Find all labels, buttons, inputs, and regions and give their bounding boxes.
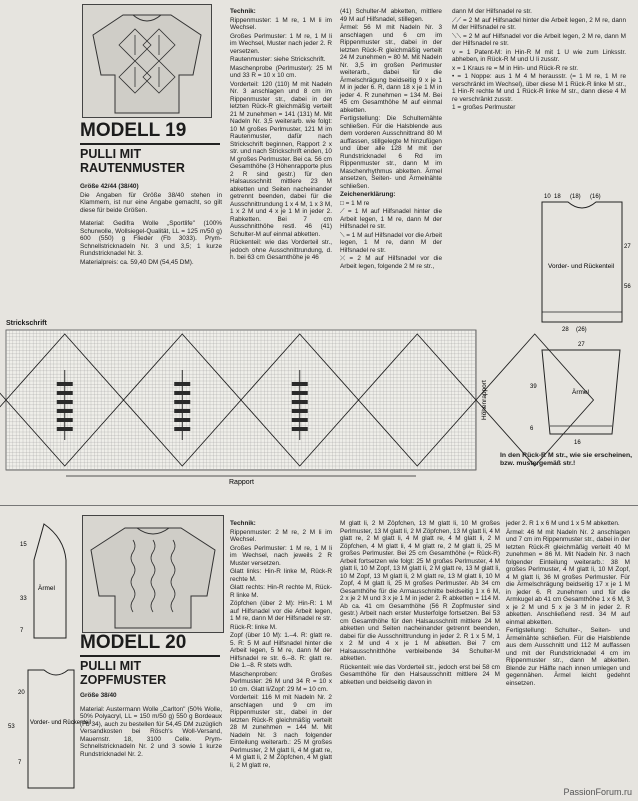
dim: 10 — [544, 194, 551, 200]
dim: 7 — [20, 628, 24, 634]
legend-item: dann M der Hilfsnadel re str. — [452, 8, 532, 15]
model19-col3 — [340, 8, 442, 271]
chart-label: Strickschrift — [6, 320, 47, 327]
text-para: Technik: — [230, 520, 256, 527]
dim: 28 — [562, 327, 569, 333]
text-para: Rippenmuster: 2 M re, 2 M li im Wechsel. — [230, 528, 332, 543]
legend-text: = 1 M auf Hilfsnadel hinter die Arbeit legen, 1 M re, dann M der Hilfsnadel re str. — [340, 208, 442, 230]
model19-size-note: Die Angaben für Größe 38/40 stehen in Klammern, ist nur eine Angabe gemacht, so gilt diese für beide Größen. — [80, 191, 222, 214]
bobble-row — [174, 418, 190, 422]
text-para: Vorderteil: 120 (110) M mit Nadeln Nr. 3 anschlagen und 8 cm im Rippenmuster str., dabei in der letzten Rück-R gleichmäßig verteilt 21 M zunehmen = 141 (131) M. Mit Nadeln Nr. 3,5 weiterarb. wie folgt: 10 M großes Perlmuster, 121 M im Rautenmuster, dafür nach Strickschrift beginnen, Rapport 2 x str. und nach Strickschrift enden, 10 M großes Perlmuster. Bei ca. 56 cm Gesamthöhe (3 Höhenrapporte plus 2 R sind gestr.) für den Halsausschnitt mittlere 23 M abketten und Seiten nacheinander getrennt beenden, dabei für die Ausschnittrundung 1 x 4 M, 1 x 3 M, 1 x 2 M und 4 x je 1 M in jeder 2. Rabketten. Bei 7 cm Ausschnitthöhe restl. 46 (41) Schulter-M auf einmal abketten. — [230, 80, 332, 238]
text-para: Glatt rechts: Hin-R rechte M, Rück-R linke M. — [230, 584, 332, 599]
model20-material: Material: Austermann Wolle „Carlton" (50% Wolle, 50% Polyacryl, LL = 150 m/50 g) 550 g Bordeaux (Fb 34), auch zu bestellen für 54,45 DM zuzüglich Versandkosten bei Rösch's Woll-Versand, Mauernstr. 18, 3100 Celle. Prym-Schnellstricknadeln Nr. 2 und 3 sowie 1 kurze Rundstricknadel Nr. 2. — [80, 705, 222, 758]
legend-item: • = 1 Noppe: aus 1 M 4 M herausstr. (= 1 M re, 1 M re verschränkt im Wechsel), über diese M 1 Rück-R linke M str., 1 Hin-R rechte M und 1 Rück-R linke M str., dann diese 4 M re verschränkt zusstr. — [452, 73, 626, 103]
bobble-row — [57, 418, 73, 422]
bobble-row — [57, 391, 73, 395]
dim: (26) — [576, 327, 587, 333]
text-para: Rautenmuster: siehe Strickschrift. — [230, 56, 326, 63]
legend-item — [452, 17, 626, 32]
bobble-row — [174, 409, 190, 413]
text-para: Maschenprobe (Perlmuster): 25 M und 33 R = 10 x 10 cm. — [230, 64, 332, 79]
model19-schema-sleeve — [528, 338, 632, 450]
legend-item — [340, 232, 442, 255]
legend-item: x = 1 Kraus re = M in Hin- und Rück-R re str. — [452, 64, 579, 72]
text-para: Großes Perlmuster: 1 M re, 1 M li im Wechsel, Muster nach jeder 2. R versetzen. — [230, 32, 332, 55]
dim: 27 — [578, 342, 585, 348]
bobble-row — [174, 427, 190, 431]
model20-col1 — [80, 692, 222, 759]
dim: 27 — [624, 244, 631, 250]
schema-label: Ärmel — [572, 389, 589, 396]
model20-schema-sleeve — [4, 520, 74, 650]
text-para: Rückenteil: wie das Vorderteil str., jedoch erst bei 58 cm Gesamthöhe für den Halsausschnitt mittlere 24 M abketten und beidseitig davon in — [340, 663, 500, 686]
model20-rule — [80, 655, 220, 657]
model19-number: MODELL 19 — [80, 120, 187, 141]
model19-size: Größe 42/44 (38/40) — [80, 183, 139, 190]
bobble-row — [57, 409, 73, 413]
diamond-motif — [0, 334, 6, 466]
legend-item — [340, 255, 442, 270]
dim: 56 — [624, 284, 631, 290]
model19-col4 — [452, 8, 626, 113]
knitting-chart — [6, 330, 490, 490]
legend-item — [340, 208, 442, 231]
text-para: Rippenmuster: 1 M re, 1 M li im Wechsel. — [230, 16, 332, 31]
text-para: Technik: — [230, 8, 256, 15]
legend-item — [452, 33, 626, 48]
text-para: Zöpfchen (über 2 M): Hin-R: 1 M auf Hilfsnadel vor die Arbeit legen, 1 M re, dann M der Hilfsnadel re str. — [230, 600, 332, 622]
legend-text: = 1 M auf Hilfsnadel vor die Arbeit legen, 1 M re, dann M der Hilfsnadel re str. — [340, 231, 442, 254]
legend-title: Zeichenerklärung: — [340, 191, 396, 198]
dim: 39 — [530, 384, 537, 390]
legend-item: v = 1 Patent-M: in Hin-R M mit 1 U wie zum Linksstr. abheben, in Rück-R M und U li zusstr. — [452, 48, 626, 63]
legend-item: □ = 1 M re — [340, 199, 370, 207]
bobble-row — [292, 391, 308, 395]
model19-photo — [82, 4, 212, 118]
schema-label: Ärmel — [38, 585, 55, 592]
text-para: (41) Schulter-M abketten, mittlere 49 M auf Hilfsnadel, stillegen. — [340, 8, 442, 23]
model20-col3 — [340, 520, 500, 687]
text-para: Ärmel: 56 M mit Nadeln Nr. 3 anschlagen und 6 cm im Rippenmuster str., dabei in der letzten Rück-R gleichmäßig verteilt 24 M zunehmen = 80 M. Mit Nadeln Nr. 3,5 im großen Perlmuster weiterarb., dabei für die Ärmelschrägung beidseitig 9 x je 1 M in jeder 6. R, dann 18 x je 1 M in jeder 4. R zunehmen = 134 M. Bei 45 cm Gesamthöhe M auf einmal abketten. — [340, 24, 442, 114]
text-para: Ärmel: 46 M mit Nadeln Nr. 2 anschlagen und 7 cm im Rippenmuster str., dabei in der letzten Rück-R gleichmäßig verteilt 40 M zunehmen = 86 M. Mit Nadeln Nr. 3 nach folgender Einteilung weiterarb.: 38 M großes Perlmuster, 4 M glatt li, 10 M Zopf, 4 M glatt li, 36 M großes Perlmuster. Für die Ärmelschrägung beidseitig 17 x je 1 M in jeder 6. R zunehmen und für die Armkugel ab 41 cm Gesamthöhe 1 x 6 M, 3 x je 2 M und 5 x je 3 M in jeder 2. R abketten. Anschließend restl. 34 M auf einmal abketten. — [506, 528, 630, 626]
bobble-row — [57, 382, 73, 386]
schema-label: Vorder- und Rückenteil — [548, 263, 615, 270]
legend-item: 1 = großes Perlmuster — [452, 104, 516, 111]
model20-title: PULLI MIT ZOPFMUSTER — [80, 659, 167, 687]
bobble-row — [292, 418, 308, 422]
dim: (16) — [590, 194, 601, 200]
hoehenrapport-label: Höhenrapport — [481, 380, 488, 420]
bobble-row — [292, 427, 308, 431]
cable-right-icon: ⟋ — [340, 208, 345, 215]
model19-material: Material: Gedifra Wolle „Sportlife" (100% Schurwolle, Wollsiegel-Qualität, LL = 125 m/50 g) 600 (550) g Flieder (Fb 3033). Prym-Schnellstricknadeln Nr. 3 und 3,5; 1 kurze Rundstricknadel Nr. 3. — [80, 220, 222, 257]
dim: 16 — [574, 440, 581, 446]
bobble-row — [57, 427, 73, 431]
dim: 33 — [20, 596, 27, 602]
model19-schema-body — [528, 188, 632, 336]
bobble-row — [57, 400, 73, 404]
dim: 15 — [20, 542, 27, 548]
cable-cross-icon: ⤫ — [340, 255, 346, 262]
bobble-row — [174, 382, 190, 386]
sweater-cable-illustration — [83, 516, 223, 632]
model19-col1 — [80, 183, 222, 267]
text-para: Glatt links: Hin-R linke M, Rück-R rechte M. — [230, 568, 332, 583]
text-para: Maschenproben: Großes Perlmuster: 26 M und 34 R = 10 x 10 cm. Glatt li/Zopf: 29 M = 10 cm. — [230, 670, 332, 693]
dim: 18 — [554, 194, 561, 200]
model19-col2 — [230, 8, 332, 263]
schema-label: Vorder- und Rückenteil — [30, 720, 92, 726]
dim: 53 — [8, 724, 15, 730]
model20-schema-body — [4, 664, 92, 796]
legend-text: = 2 M auf Hilfsnadel vor die Arbeit legen, folgende 2 M re str., — [340, 255, 442, 270]
text-para: Rück-R: linke M. — [230, 623, 277, 631]
text-para: Zopf (über 10 M): 1.–4. R: glatt re. 5. R: 5 M auf Hilfsnadel hinter die Arbeit legen, 5 M re, dann M der Hilfsnadel re str. 6.–8. R: glatt re. Die 1.–8. R stets wdh. — [230, 632, 332, 669]
rapport-label: Rapport — [229, 479, 254, 486]
model20-col2 — [230, 520, 332, 770]
model19-note: In den Rück-R M str., wie sie erscheinen, bzw. mustergemäß str.! — [500, 452, 632, 467]
dim: (18) — [570, 194, 581, 200]
legend-text: = 2 M auf Hilfsnadel vor die Arbeit legen, 2 M re, dann M der Hilfsnadel re str. — [452, 32, 627, 47]
bobble-row — [174, 400, 190, 404]
model20-col4 — [506, 520, 630, 688]
dim: 7 — [18, 760, 22, 766]
bobble-row — [174, 391, 190, 395]
model20-photo — [82, 515, 224, 633]
dim: 20 — [18, 690, 25, 696]
text-para: M glatt li, 2 M Zöpfchen, 13 M glatt li, 10 M großes Perlmuster, 13 M glatt li, 2 M Zöpfchen, 13 M glatt li, 4 M glatt re, 2 M glatt li, 4 M glatt re, 4 M glatt li, 2 M Zöpfchen, 4 M glatt li, 4 M glatt re, 2 M glatt li, 25 M großes Perlmuster. Bei 25 cm Gesamthöhe (= Rück-R) Arbeit fortsetzen wie folgt: 25 M großes Perlmuster, 4 M glatt li, 10 M Zopf, 13 M glatt li, 2 M glatt re, 13 M glatt li, 10 M Zopf, 13 M glatt li, 2 M glatt re, 13 M glatt li, 10 M Zopf, 4 M glatt li, 25 M großes Perlmuster. Ab 34 cm Gesamthöhe für die Armausschnitte beidseitig 1 x 6 M, 2 x je 2 M und 3 x je 1 M in jeder 2. R abketten = 114 M. Ab ca. 41 cm Gesamthöhe (56 R Zopfmuster sind gestr.) Arbeit nach erster Musterfolge fortsetzen. Bei 53 cm Gesamthöhe für den Halsausschnitt mittlere 24 M abketten und Seiten nacheinander getrennt beenden, dabei für die Ausschnittrundung in jeder 2. R 1 x 5 M, 1 x 2 M und 4 x je 1 M abketten. Bei 7 cm Halsausschnitthöhe verbleibende 34 Schulter-M abketten. — [340, 520, 500, 662]
cable-icon: ⟍⟍ — [452, 32, 461, 40]
model19-price: Materialpreis: ca. 59,40 DM (54,45 DM). — [80, 258, 194, 266]
bobble-row — [292, 400, 308, 404]
text-para: jeder 2. R 1 x 6 M und 1 x 5 M abketten. — [506, 520, 620, 527]
cable-left-icon: ⟍ — [340, 231, 345, 239]
text-para: Großes Perlmuster: 1 M re, 1 M li im Wechsel, nach jeweils 2 R Muster versetzen. — [230, 544, 332, 567]
dim: 6 — [530, 426, 534, 432]
sweater-diamond-illustration — [83, 5, 211, 117]
bobble-row — [292, 382, 308, 386]
model19-rule — [80, 143, 220, 145]
text-para: Vorderteil: 116 M mit Nadeln Nr. 2 anschlagen und 9 cm im Rippenmuster str., dabei in der letzten Rück-R gleichmäßig verteilt 28 M zunehmen = 144 M. Mit Nadeln Nr. 3 nach folgender Einteilung weiterarb.: 25 M großes Perlmuster, 2 M glatt li, 4 M glatt re, 4 M glatt li, 2 M Zöpfchen, 4 M glatt li, 2 M glatt re, — [230, 694, 332, 769]
legend-text: = 2 M auf Hilfsnadel hinter die Arbeit legen, 2 M re, dann M der Hilfsnadel re str. — [452, 16, 626, 31]
model20-number: MODELL 20 — [80, 632, 187, 653]
watermark: PassionForum.ru — [563, 787, 632, 797]
cable-icon: ⟋⟋ — [452, 16, 461, 24]
model20-size: Größe 38/40 — [80, 692, 117, 699]
text-para: Rückenteil: wie das Vorderteil str., jedoch ohne Ausschnittrundung, d. h. bei 63 cm Gesamthöhe je 46 — [230, 239, 332, 261]
text-para: Fertigstellung: Schulter-, Seiten- und Ärmelnähte schließen. Für die Halsblende aus dem Ausschnitt und 112 M auffassen und mit der Rundstricknadel 4 cm im Rippenmuster str., dann M abketten. Blende zur Hälfte nach innen umlegen und gegennähen. Ärmel leicht gedehnt einsetzen. — [506, 627, 630, 687]
bobble-row — [292, 409, 308, 413]
section-divider — [0, 505, 638, 506]
text-para: Fertigstellung: Die Schulternähte schließen. Für die Halsblende aus dem vorderen Ausschnittrand 80 M auffassen, stillgelegte M hinzufügen und über alle 128 M mit der Rundstricknadel 6 Rd im Rippenmuster str., dann M im Maschenrhythmus abketten. Ärmel ansetzen, Seiten- und Ärmelnähte schließen. — [340, 115, 442, 190]
model19-title: PULLI MIT RAUTENMUSTER — [80, 147, 185, 175]
